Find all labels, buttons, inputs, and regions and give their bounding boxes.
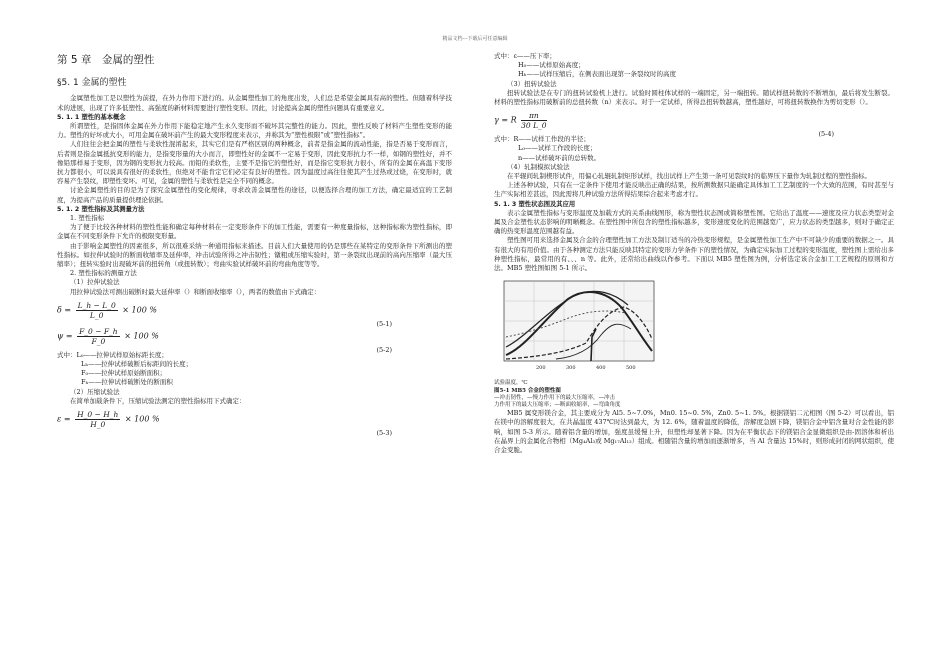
paragraph: 人们往往会把金属的塑性与柔软性混淆起来，其实它们是有严格区别的两种概念，前者是指金属的流动性能，指是否易于变形而言，后者则是指金属抵抗变形的能力，是指变形量的大小而言，即塑性好的金属不一定易于变形，因此变形抗力不一样，如钢的塑性好，并不像铅那样易于变形，因为钢的变形抗力较高。而铅的柔软性，主要不是指它的塑性好，而是指它变形抗力很小，所有的金属在高温下变形抗力都很小，可以说具有很好的柔软性，但绝对不能肯定它们必定有良好的塑性。因为温度过高往往使其产生过热或过烧，在变形时，就容易产生裂纹，即塑性变坏。可见，金属的塑性与柔软性是完全不同的概念。 — [57, 140, 452, 186]
list-item: （3）扭转试验法 — [507, 79, 557, 88]
equation-numerator: L_h − L_0 — [77, 300, 116, 310]
paragraph: 上述各种试验，只有在一定条件下使用才能反映出正确的结果，按所测数据只能确定具体加工工艺制度的一个大致的范围，有时甚至与生产实际相差甚远，因此需将几种试验方法所得结果综合起来考虑才行。 — [494, 181, 894, 199]
right-column — [494, 52, 894, 455]
equation-tail: × 100 % — [124, 331, 159, 341]
svg-text:400: 400 — [596, 365, 606, 372]
equation-lhs: γ = R — [494, 115, 517, 125]
paragraph: 扭转试验法是在专门的扭转试验机上进行。试验时圆柱体试样的一端固定，另一端扭转。随试样扭转数的不断增加，最后将发生断裂。材料的塑性指标用破断前的总扭转数（n）来表示。对于一定试样，所得总扭转数越高，塑性越好，可将扭转数换作为剪切变形（）。 — [494, 88, 894, 107]
equation-lhs: ψ = — [57, 331, 73, 341]
page-header: 精品文档---下载后可任意编辑 — [442, 36, 508, 42]
where-line: Hₕ——试样压缩后，在侧表面出现第一条裂纹时的高度 — [518, 70, 676, 79]
paragraph: 在平辊间轧制楔形试件，用偏心轧辊轧制矩形试样，找出试样上产生第一条可见裂纹时的临界压下量作为轧制过程的塑性指标。 — [507, 172, 871, 181]
figure-legend-line: —冲击韧性，—慢力作用下的最大压缩率，—冲击 — [494, 394, 616, 401]
paragraph: MB5 属变形镁合金，其主要成分为 Al5. 5~7.0%，Mn0. 15~0. 5%，Zn0. 5~1. 5%。根据镁铝二元相图（图 5-2）可以看出，铝在镁中的溶解度很大，在共晶温度 437℃时达到最大，为 12. 6%，随着温度的降低，溶解度急剧下降，镁铝合金中铝含量对合金性能的影响，如图 5-3 所示。随着铝含量的增加，强度虽缓慢上升，但塑性却显著下降。因为在平衡状态下的镁铝合金显微组织是由-固溶体和析出在晶界上的金属化合物相（Mg₄Al₃或 Mg₁₇Al₁₂）组成。相随铝含量的增加而逐渐增多，当 Al 含量达 15%时，则形成封闭的网状组织，使合金变脆。 — [494, 409, 894, 455]
where-line: F₀——拉伸试样原始断面积； — [81, 369, 167, 378]
equation-denominator: H_0 — [90, 420, 106, 430]
list-item: （1）拉伸试验法 — [70, 278, 120, 287]
where-line: H₀——试样原始高度； — [518, 61, 585, 70]
equation-numerator: πn — [521, 111, 546, 121]
list-item: 2. 塑性指标的测量方法 — [70, 269, 137, 278]
paragraph: 表示金属塑性指标与变形温度及加载方式的关系曲线图形，称为塑性状态图或简称塑性图。它给出了温度——速度及应力状态类型对金属及合金塑性状态影响的明晰概念。在塑性图中所包含的塑性指标越多，变形速度变化的范围越宽广，应力状态的类型越多，则对于确定正确的热变形温度范围越有益。 — [494, 208, 894, 236]
paragraph: 由于影响金属塑性的因素很多，所以很难采纳一种通用指标来描述。目前人们大量使用的仍是那些在某特定的变形条件下所测出的塑性指标。如拉伸试验时的断面收缩率及延伸率，冲击试验所得之冲击韧性；镦粗或压缩实验时，第一条裂纹出现前的高向压缩率（最大压缩率）；扭转实验时出现破坏前的扭转角（或扭转数）；弯曲实验试样破坏前的弯曲角度等等。 — [57, 241, 452, 269]
subsection-511: 5. 1. 1 塑性的基本概念 — [57, 113, 126, 121]
where-line: 式中：L₀——拉伸试样原始标距长度； — [57, 350, 168, 359]
equation-number: (5-1) — [376, 319, 392, 328]
paragraph: 在简单加载条件下，压缩试验法测定的塑性指标用下式确定： — [70, 396, 246, 405]
list-item: 1. 塑性指标 — [70, 214, 105, 223]
chapter-title: 第 5 章 金属的塑性 — [57, 54, 155, 66]
where-line: 式中：R——试样工作段的半径； — [494, 135, 590, 144]
where-line: Fₕ——拉伸试样破断处的断面积 — [81, 378, 173, 387]
equation-5-3 — [57, 408, 452, 437]
equation-lhs: ε = — [57, 414, 71, 424]
where-line: n——试样破坏前的总转数。 — [518, 153, 601, 162]
paragraph: 所谓塑性，是指固体金属在外力作用下能稳定地产生永久变形而不破坏其完整性的能力。因此，塑性反映了材料产生塑性变形的能力。塑性的好坏或大小，可用金属在破坏前产生的最大变形程度来表示，并称其为“塑性极限”或“塑性指标”。 — [57, 122, 452, 140]
equation-number: (5-2) — [376, 345, 392, 354]
list-item: （2）压缩试验法 — [70, 387, 120, 396]
equation-5-2 — [57, 325, 452, 354]
section-title: §5. 1 金属的塑性 — [57, 78, 127, 89]
subsection-512: 5. 1. 2 塑性指标及其测量方法 — [57, 205, 145, 213]
figure-axis-label: 试验温度，℃ — [494, 380, 528, 387]
equation-denominator: F_0 — [91, 336, 106, 346]
left-column — [57, 52, 452, 437]
equation-number: (5-4) — [818, 130, 834, 139]
paragraph: 为了便于比较各种材料的塑性性能和确定每种材料在一定变形条件下的加工性能，需要有一种度量指标，这种指标称为塑性指标，即金属在不同变形条件下允许的极限变形量。 — [57, 223, 452, 241]
where-line: Lₕ——拉伸试样破断后标距间的长度； — [81, 360, 193, 369]
equation-numerator: F_0 − F_h — [79, 326, 118, 336]
svg-text:300: 300 — [566, 365, 576, 372]
mb5-plasticity-figure — [496, 277, 666, 377]
paragraph: 塑性图可用来选择金属及合金的合理塑性加工方法及制订适当的冷热变形规程，是金属塑性加工生产中不可缺少的重要的数据之一。具有很大的有用价值。由于各种测定方法只能反映其特定的变形力学条件下的塑性情况，为确定实际加工过程的变形温度，塑性图上需给出多种塑性指标，最常用的有、、、n 等。此外，还常给出曲线以作参考。下面以 MB5 塑性图为例，分析选定该合金加工工艺规程的原则和方法。MB5 塑性图如图 5-1 所示。 — [494, 236, 894, 273]
svg-text:200: 200 — [536, 365, 546, 372]
where-line: 式中：ε——压下率； — [494, 52, 556, 60]
equation-lhs: δ = — [57, 305, 72, 315]
where-line: L₀——试样工作段的长度； — [518, 144, 597, 153]
figure-caption: 图5-1 MB5 合金的塑性图 — [494, 387, 561, 394]
figure-legend-line: 力作用下的最大压缩率；—断面收缩率，—弯曲角度 — [494, 402, 621, 409]
list-item: （4）轧制模拟试验法 — [507, 162, 570, 171]
equation-tail: × 100 % — [122, 305, 157, 315]
equation-denominator: L_0 — [89, 310, 104, 320]
paragraph: 用拉伸试验法可测出破断时最大延伸率（）和断面收缩率（），两者的数值由下式确定： — [70, 287, 321, 296]
subsection-513: 5. 1. 3 塑性状态图及其应用 — [494, 200, 576, 208]
equation-tail: × 100 % — [124, 414, 160, 424]
svg-text:500: 500 — [626, 365, 636, 372]
equation-numerator: H_0 − H_h — [77, 410, 119, 420]
intro-paragraph: 金属塑性加工是以塑性为前提，在外力作用下进行的。从金属塑性加工的角度出发，人们总是希望金属具有高的塑性。但随着科学技术的进展，出现了许多低塑性、高强度的新材料需要进行塑性变形。因此，讨论提高金属的塑性问题具有重要意义。 — [57, 94, 452, 112]
equation-5-1 — [57, 299, 452, 328]
equation-5-4 — [494, 109, 894, 139]
paragraph: 讨论金属塑性的目的是为了探究金属塑性的变化规律，寻求改善金属塑性的途径，以便选择合理的加工方法，确定最适宜的工艺制度，为提高产品的质量提供理论依据。 — [57, 186, 452, 204]
equation-number: (5-3) — [376, 428, 392, 437]
equation-denominator: 30 L_0 — [521, 121, 547, 131]
